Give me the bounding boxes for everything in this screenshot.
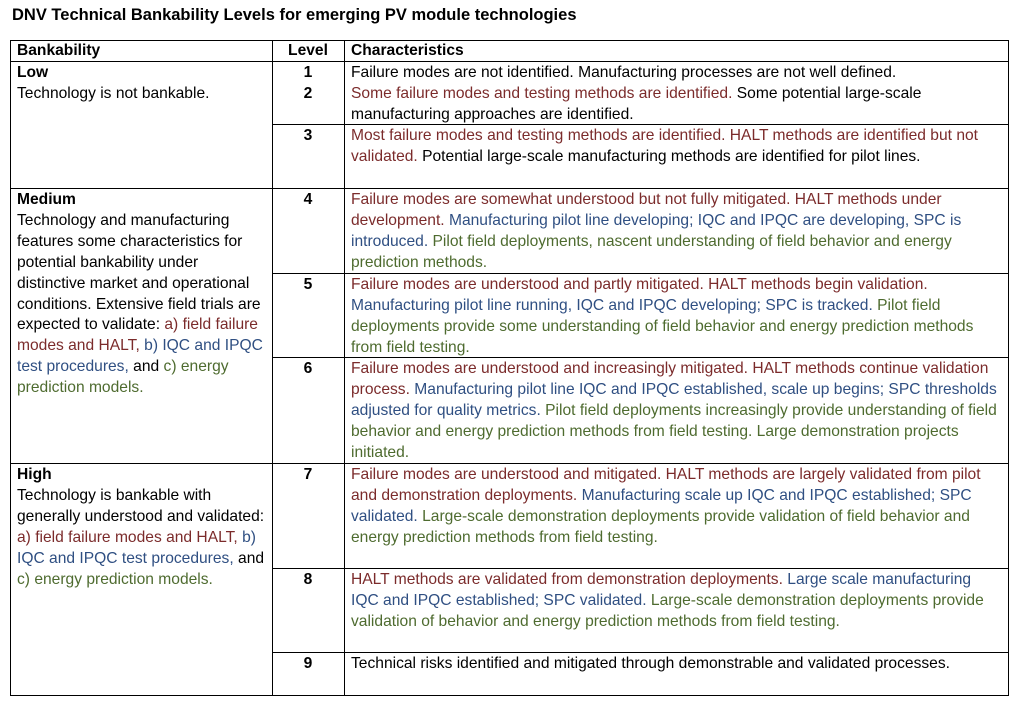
- text-failure-modes: Failure modes are understood and mitigated. HALT methods are largely validated from pilot and demonstration deployments.: [351, 466, 981, 504]
- text-field: Pilot field deployments provide some understanding of field behavior and energy prediction methods from field testing.: [351, 296, 974, 356]
- group-divider: [10, 188, 1009, 189]
- text-failure-modes: Some failure modes and testing methods are identified.: [351, 85, 733, 102]
- group-and: and: [133, 358, 160, 376]
- group-low: [10, 62, 272, 105]
- group-item-b: b) IQC and IPQC test procedures,: [17, 337, 263, 376]
- group-and: and: [238, 549, 265, 567]
- level-characteristics: [344, 653, 1009, 675]
- group-high: [10, 464, 272, 590]
- group-item-a: a) field failure modes and HALT,: [17, 528, 238, 546]
- text-manufacturing: Manufacturing pilot line IQC and IPQC established, scale up begins; SPC thresholds adjusted for quality metrics.: [351, 380, 997, 419]
- group-name: Low: [17, 64, 49, 81]
- text-failure-modes: Most failure modes and testing methods are identified. HALT methods are identified but not validated.: [351, 127, 978, 165]
- level-number: 2: [303, 85, 313, 102]
- text-failure-modes: Failure modes are understood and partly mitigated. HALT methods begin validation.: [351, 276, 928, 293]
- level-number: 5: [303, 276, 313, 293]
- level-characteristics: [344, 358, 1009, 464]
- row-divider: [272, 568, 1009, 569]
- level-number: 3: [303, 127, 313, 144]
- group-item-c: c) energy prediction models.: [17, 358, 229, 397]
- group-medium: [10, 189, 272, 399]
- level-number: 7: [303, 466, 313, 483]
- group-text: Technology and manufacturing features some characteristics for potential bankability under distinctive market and operational conditions. Extensive field trials are expected to validate:: [17, 211, 261, 334]
- level-characteristics: [344, 189, 1009, 274]
- page-title: DNV Technical Bankability Levels for emerging PV module technologies: [12, 6, 577, 24]
- text-manufacturing: Manufacturing pilot line developing; IQC and IPQC are developing, SPC is introduced.: [351, 211, 962, 250]
- table-border-bottom: [10, 695, 1009, 696]
- text-manufacturing: Manufacturing pilot line running, IQC and IPQC developing; SPC is tracked.: [351, 296, 873, 314]
- group-name: High: [17, 466, 52, 483]
- header-level: Level: [288, 42, 328, 59]
- level-characteristics: [344, 274, 1009, 359]
- level-number: 6: [303, 360, 313, 377]
- level-characteristics: [344, 125, 1009, 168]
- header-characteristics: Characteristics: [351, 42, 464, 59]
- level-number: 1: [303, 64, 313, 81]
- level-characteristics: [344, 62, 1009, 84]
- table-border-right: [1008, 40, 1009, 696]
- text-field: Pilot field deployments increasingly provide understanding of field behavior and energy prediction methods from field testing. Large demonstration projects initiated.: [351, 401, 997, 461]
- group-item-b: b) IQC and IPQC test procedures,: [17, 528, 256, 567]
- group-text: Technology is not bankable.: [17, 84, 210, 102]
- header-divider: [10, 61, 1009, 62]
- row-divider: [272, 124, 1009, 125]
- level-number: 9: [303, 655, 313, 672]
- level-number: 8: [303, 571, 313, 588]
- text-field: Pilot field deployments, nascent understanding of field behavior and energy prediction methods.: [351, 232, 952, 271]
- table-border-top: [10, 40, 1009, 41]
- group-divider: [10, 463, 1009, 464]
- text-manufacturing: Manufacturing scale up IQC and IPQC established; SPC validated.: [351, 486, 972, 525]
- group-text: Technology is bankable with generally understood and validated:: [17, 486, 265, 525]
- group-item-a: a) field failure modes and HALT,: [17, 316, 258, 355]
- bankability-table: [10, 40, 1009, 696]
- level-characteristics: [344, 464, 1009, 549]
- header-bankability: Bankability: [17, 42, 101, 59]
- level-characteristics: [344, 83, 1009, 126]
- text-failure-modes: HALT methods are validated from demonstration deployments.: [351, 571, 783, 588]
- text-failure-modes: Failure modes are understood and increasingly mitigated. HALT methods continue validation process.: [351, 360, 989, 398]
- text-field: Large-scale demonstration deployments provide validation of field behavior and energy prediction methods from field testing.: [351, 507, 970, 546]
- text-general: Some potential large-scale manufacturing approaches are identified.: [351, 85, 922, 123]
- text-field: Large-scale demonstration deployments provide validation of behavior and energy prediction methods from field testing.: [351, 591, 984, 630]
- row-divider: [272, 652, 1009, 653]
- column-divider: [272, 40, 273, 696]
- text-failure-modes: Failure modes are somewhat understood but not fully mitigated. HALT methods under development.: [351, 191, 942, 229]
- row-divider: [272, 357, 1009, 358]
- text-general: Technical risks identified and mitigated through demonstrable and validated processes.: [351, 655, 950, 672]
- level-characteristics: [344, 569, 1009, 633]
- text-general: Failure modes are not identified. Manufacturing processes are not well defined.: [351, 64, 897, 81]
- row-divider: [272, 273, 1009, 274]
- table-border-left: [10, 40, 11, 696]
- column-divider: [344, 40, 345, 696]
- group-item-c: c) energy prediction models.: [17, 570, 213, 588]
- group-name: Medium: [17, 191, 76, 208]
- level-number: 4: [303, 191, 313, 208]
- text-manufacturing: Large scale manufacturing IQC and IPQC established; SPC validated.: [351, 571, 972, 609]
- text-general: Potential large-scale manufacturing methods are identified for pilot lines.: [422, 147, 921, 165]
